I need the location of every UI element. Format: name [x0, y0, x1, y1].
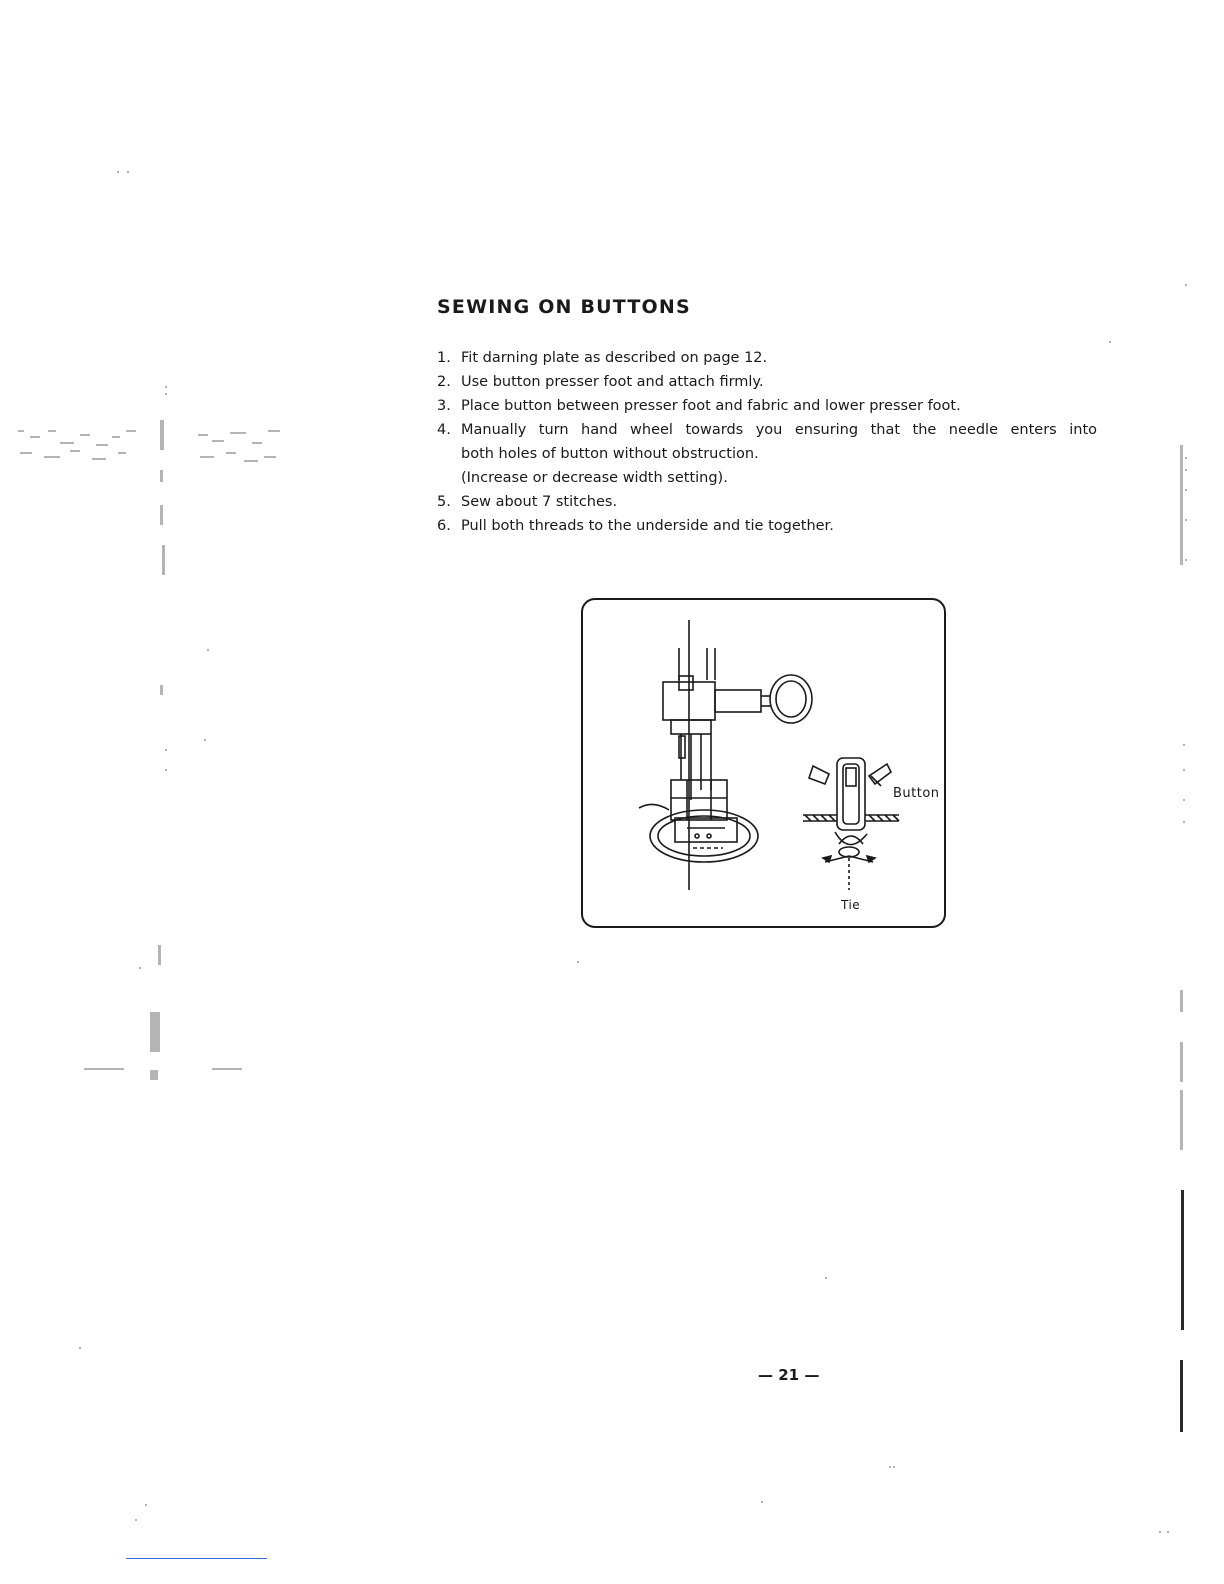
step-text-line: (Increase or decrease width setting). [461, 470, 728, 486]
step-item [437, 346, 1097, 370]
footer-underline [126, 1558, 267, 1559]
step-item [437, 490, 1097, 514]
step-text-line: Manually turn hand wheel towards you ensuring that the needle enters into [461, 422, 1097, 438]
step-item [437, 418, 1097, 490]
step-number: 3. [437, 398, 451, 414]
step-text: Use button presser foot and attach firmly. [461, 374, 764, 390]
step-item [437, 394, 1097, 418]
instruction-steps [437, 346, 1097, 538]
step-text-line: both holes of button without obstruction. [461, 446, 759, 462]
step-item [437, 370, 1097, 394]
step-text: Sew about 7 stitches. [461, 494, 618, 510]
step-item [437, 514, 1097, 538]
step-number: 1. [437, 350, 451, 366]
section-title: SEWING ON BUTTONS [437, 296, 691, 318]
presser-foot-drawing [583, 600, 944, 926]
button-label: Button [893, 786, 940, 801]
button-sewing-illustration [581, 598, 946, 928]
tie-label: Tie [841, 898, 861, 912]
step-number: 4. [437, 422, 451, 438]
step-text: Fit darning plate as described on page 12. [461, 350, 768, 366]
step-number: 2. [437, 374, 451, 390]
step-number: 6. [437, 518, 451, 534]
page-number: — 21 — [758, 1366, 820, 1384]
step-text: Place button between presser foot and fabric and lower presser foot. [461, 398, 961, 414]
step-number: 5. [437, 494, 451, 510]
step-text: Pull both threads to the underside and tie together. [461, 518, 834, 534]
